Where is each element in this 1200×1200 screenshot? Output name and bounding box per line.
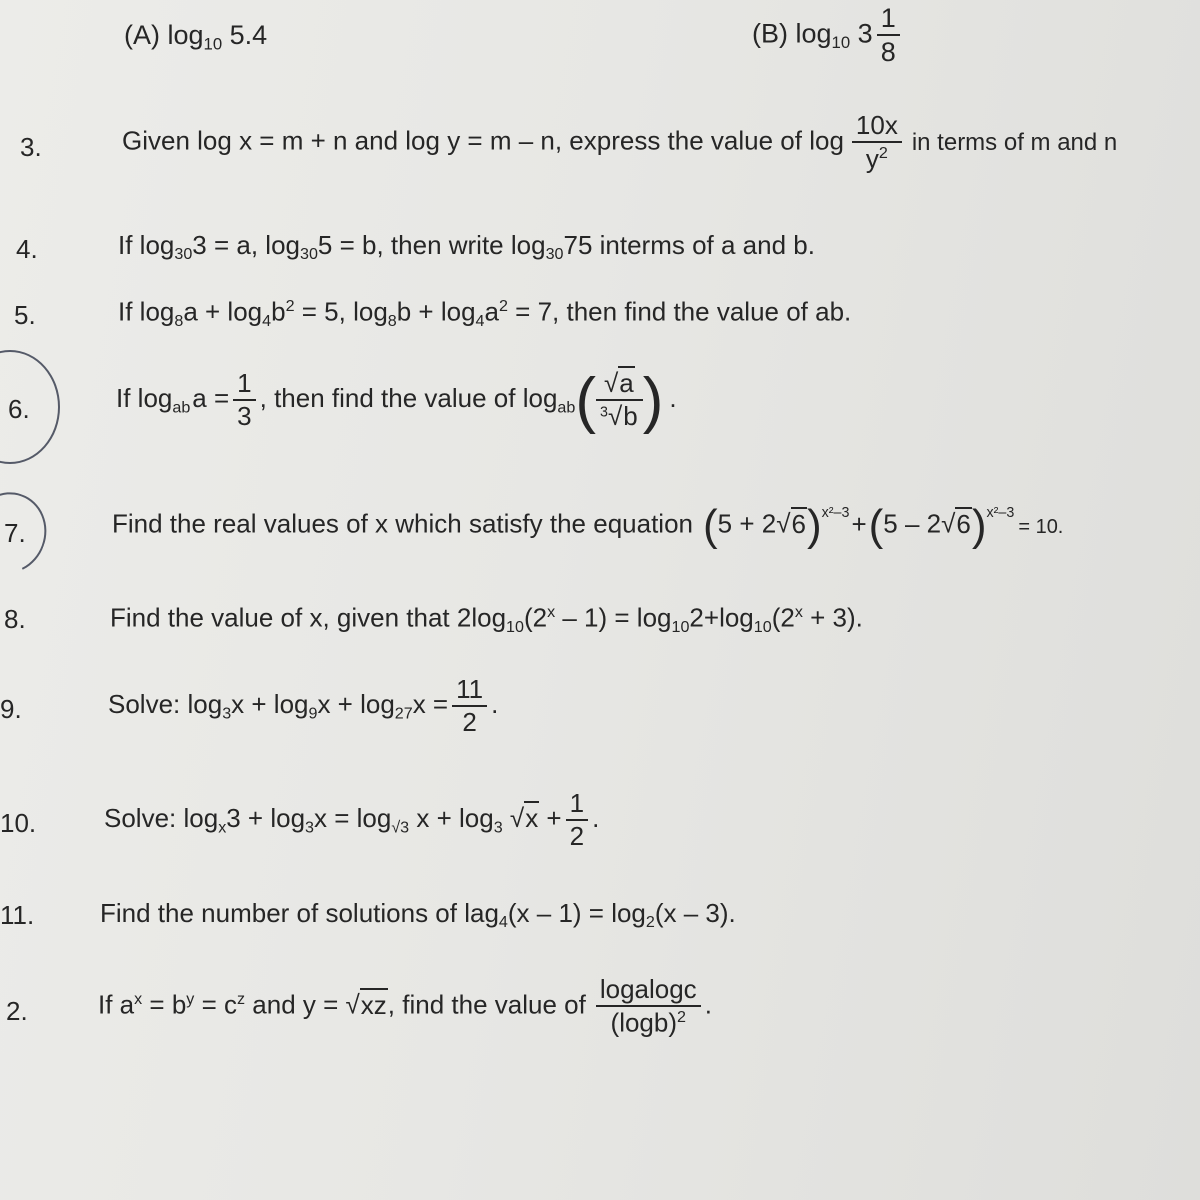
question-number-4: 4. xyxy=(16,234,38,264)
fraction-10x-over-y2: $\frac{10x}{y^2}$ xyxy=(852,112,902,173)
fraction-one-eighth: $\frac{1}{8}$ xyxy=(877,4,900,67)
question-5: If $\log_8a + \log_4b^2 = 5$, $\log_8b + \log_4a^2 = 7$, then find the value of ab. xyxy=(118,296,852,330)
question-7: Find the real values of x which satisfy the equation $(5 + 2√6)^{x^2-3}+(5 - 2√6)^{x^2-3}= 10$. xyxy=(112,501,1064,551)
question-9: Solve: $\log_3x + \log_9x + \log_{27}x$ = $\frac{11}{2}$ . xyxy=(108,674,499,738)
question-number-6: 6. xyxy=(8,394,30,424)
question-12: If $a^x = b^y = c^z$ and y = √xz, find the value of $\frac{\text{logalogc}}{(\log b)^2}$ . xyxy=(98,974,712,1038)
option-b: (B) $\log_{10} 3$ $\frac{1}{8}$ xyxy=(752,4,904,67)
question-number-10: 10. xyxy=(0,808,37,838)
right-paren: ) xyxy=(642,365,664,435)
fraction-root-a-over-cuberoot-b: $\frac{√a}{^3√b}$ xyxy=(596,370,643,431)
question-number-5: 5. xyxy=(14,300,36,330)
fraction-logalogc-over-logb-squared: $\frac{\text{logalogc}}{(\log b)^2}$ xyxy=(596,976,701,1037)
question-6: If $\log_{ab}a$ = $\frac{1}{3}$ , then find the value of $\log_{ab}$( $\frac{√a}{^3√b}$ ) . xyxy=(116,365,677,435)
question-number-9: 9. xyxy=(0,694,22,724)
question-number-12: 2. xyxy=(6,996,28,1026)
question-11: Find the number of solutions of $lag_4(x - 1) = \log_2(x - 3)$. xyxy=(100,898,736,932)
left-paren: ( xyxy=(575,365,596,435)
fraction-one-half: $\frac{1}{2}$ xyxy=(566,790,588,851)
question-10: Solve: $\log_x3 + \log_3x = \log_{√3} x + \log_3 √x$ + $\frac{1}{2}$ . xyxy=(104,788,600,852)
question-4: If $\log_{30}3 = a$, $\log_{30}5 = b$, then write $\log_{30}75$ interms of a and b. xyxy=(118,230,815,264)
question-3: Given log x = m + n and log y = m – n, express the value of log $\frac{10x}{y^2}$ in terms of m and n xyxy=(122,110,1118,174)
question-8: Find the value of x, given that $2\log_{10}(2^x - 1) = \log_{10}2+\log_{10}(2^x + 3)$. xyxy=(110,602,863,636)
option-a: (A) $\log_{10} 5.4$ xyxy=(124,20,268,54)
question-number-7: 7. xyxy=(4,518,26,548)
question-number-3: 3. xyxy=(20,132,42,162)
fraction-one-third: $\frac{1}{3}$ xyxy=(233,370,255,431)
fraction-eleven-halves: $\frac{11}{2}$ xyxy=(452,676,487,737)
question-number-8: 8. xyxy=(4,604,26,634)
question-number-11: 11. xyxy=(0,900,35,930)
